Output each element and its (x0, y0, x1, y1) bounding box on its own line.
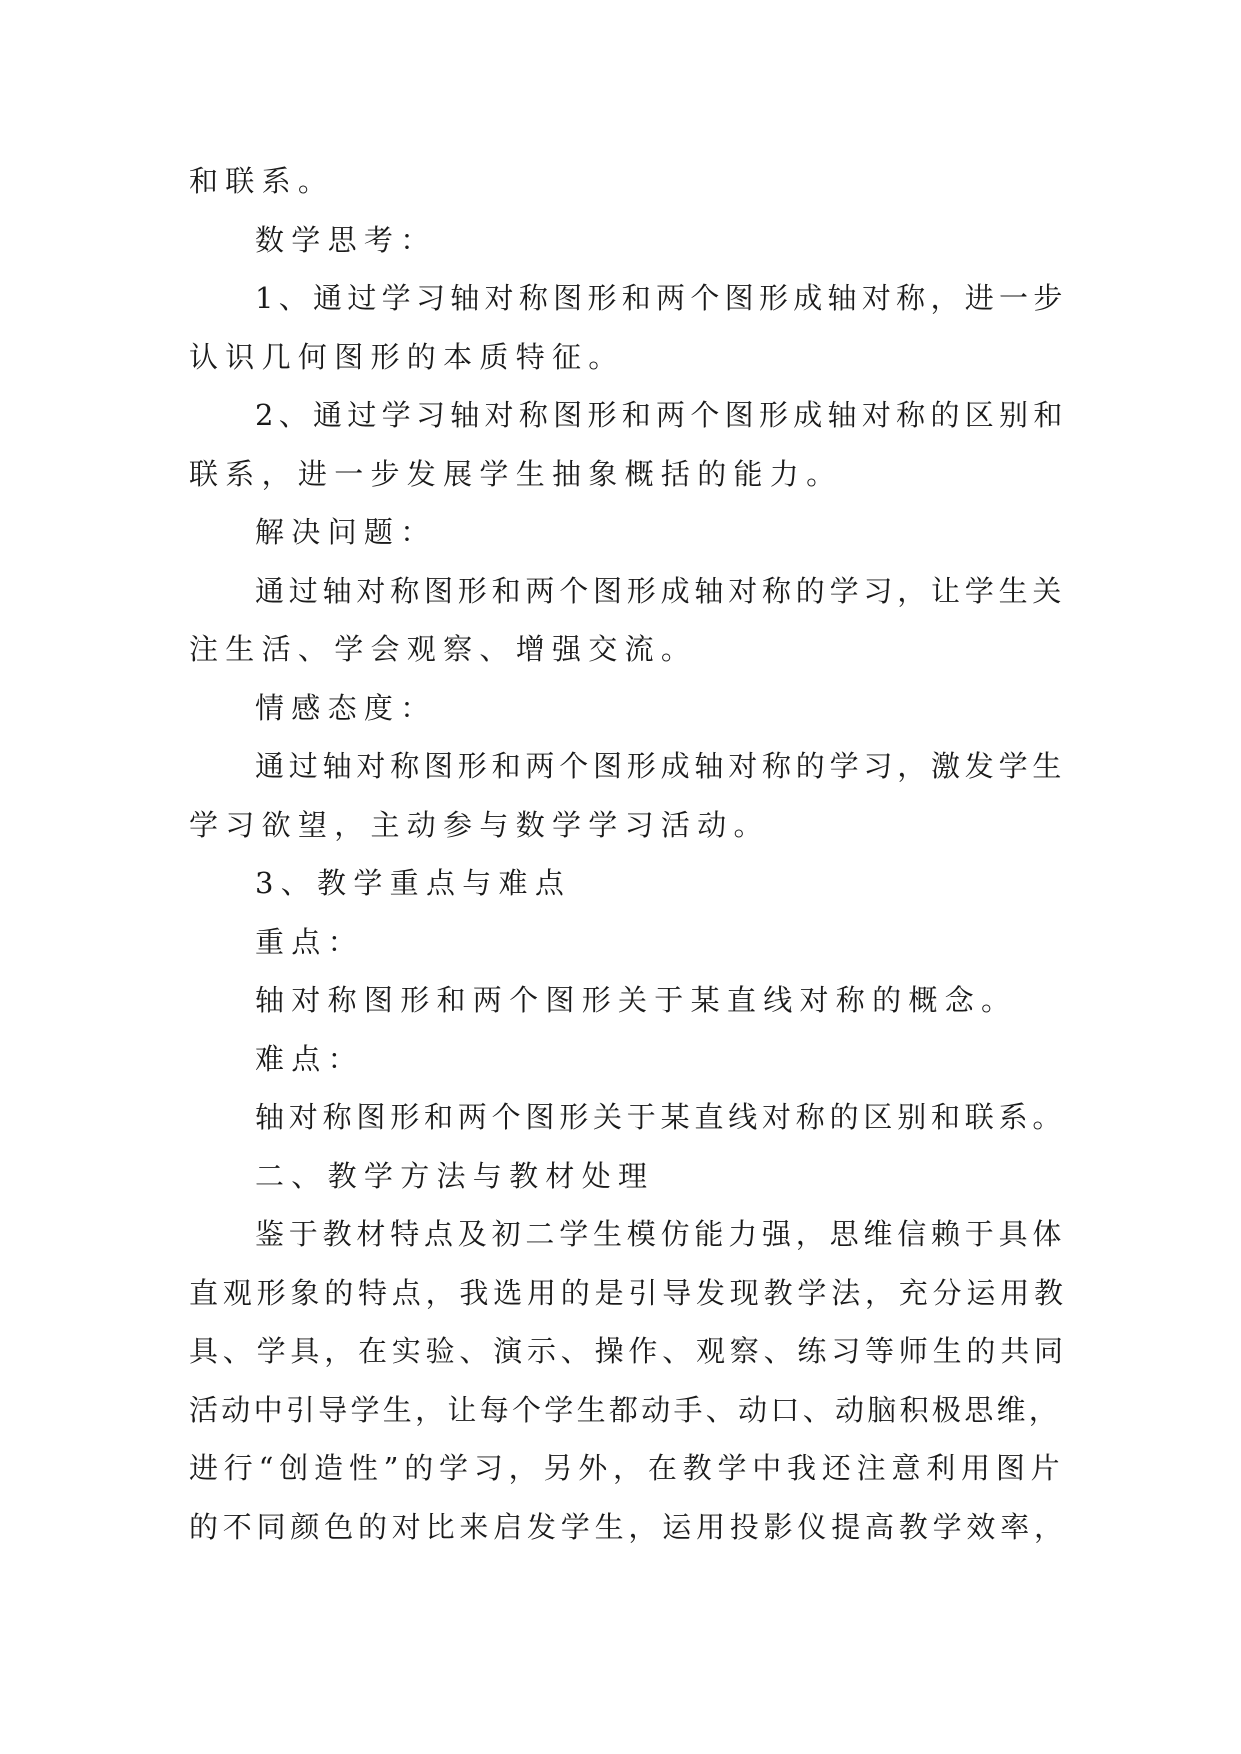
text-line: 解决问题： (255, 515, 437, 549)
text-line: 难点： (255, 1041, 364, 1076)
text-line: 和联系。 (189, 164, 335, 198)
text-line: 重点： (255, 924, 364, 959)
text-line: 情感态度： (255, 690, 437, 725)
document-body (189, 152, 1068, 1556)
text-line: 注生活、学会观察、增强交流。 (189, 632, 698, 666)
text-line: 联系，进一步发展学生抽象概括的能力。 (189, 456, 843, 491)
text-line: 学习欲望，主动参与数学学习活动。 (189, 807, 770, 842)
text-line: 的不同颜色的对比来启发学生，运用投影仪提高教学效率， (189, 1509, 1068, 1544)
text-line: 数学思考： (255, 222, 437, 257)
text-line: 通过轴对称图形和两个图形成轴对称的学习，让学生关 (255, 573, 1067, 608)
text-line: 二、教学方法与教材处理 (255, 1158, 655, 1193)
text-line: 直观形象的特点，我选用的是引导发现教学法，充分运用教 (189, 1275, 1068, 1310)
text-line: 鉴于教材特点及初二学生模仿能力强，思维信赖于具体 (255, 1217, 1067, 1251)
text-line: 具、学具，在实验、演示、操作、观察、练习等师生的共同 (189, 1334, 1068, 1368)
text-line: 轴对称图形和两个图形关于某直线对称的区别和联系。 (255, 1100, 1067, 1134)
text-line: 2、通过学习轴对称图形和两个图形成轴对称的区别和 (255, 398, 1068, 432)
text-line: 1、通过学习轴对称图形和两个图形成轴对称，进一步 (255, 281, 1068, 315)
text-line: 活动中引导学生，让每个学生都动手、动口、动脑积极思维， (189, 1392, 1062, 1427)
text-line: 认识几何图形的本质特征。 (189, 339, 625, 374)
text-line: 3、教学重点与难点 (255, 866, 572, 900)
text-line: 轴对称图形和两个图形关于某直线对称的概念。 (255, 983, 1018, 1017)
text-line: 进行“创造性”的学习，另外，在教学中我还注意利用图片 (189, 1451, 1066, 1485)
text-line: 通过轴对称图形和两个图形成轴对称的学习，激发学生 (255, 749, 1067, 783)
